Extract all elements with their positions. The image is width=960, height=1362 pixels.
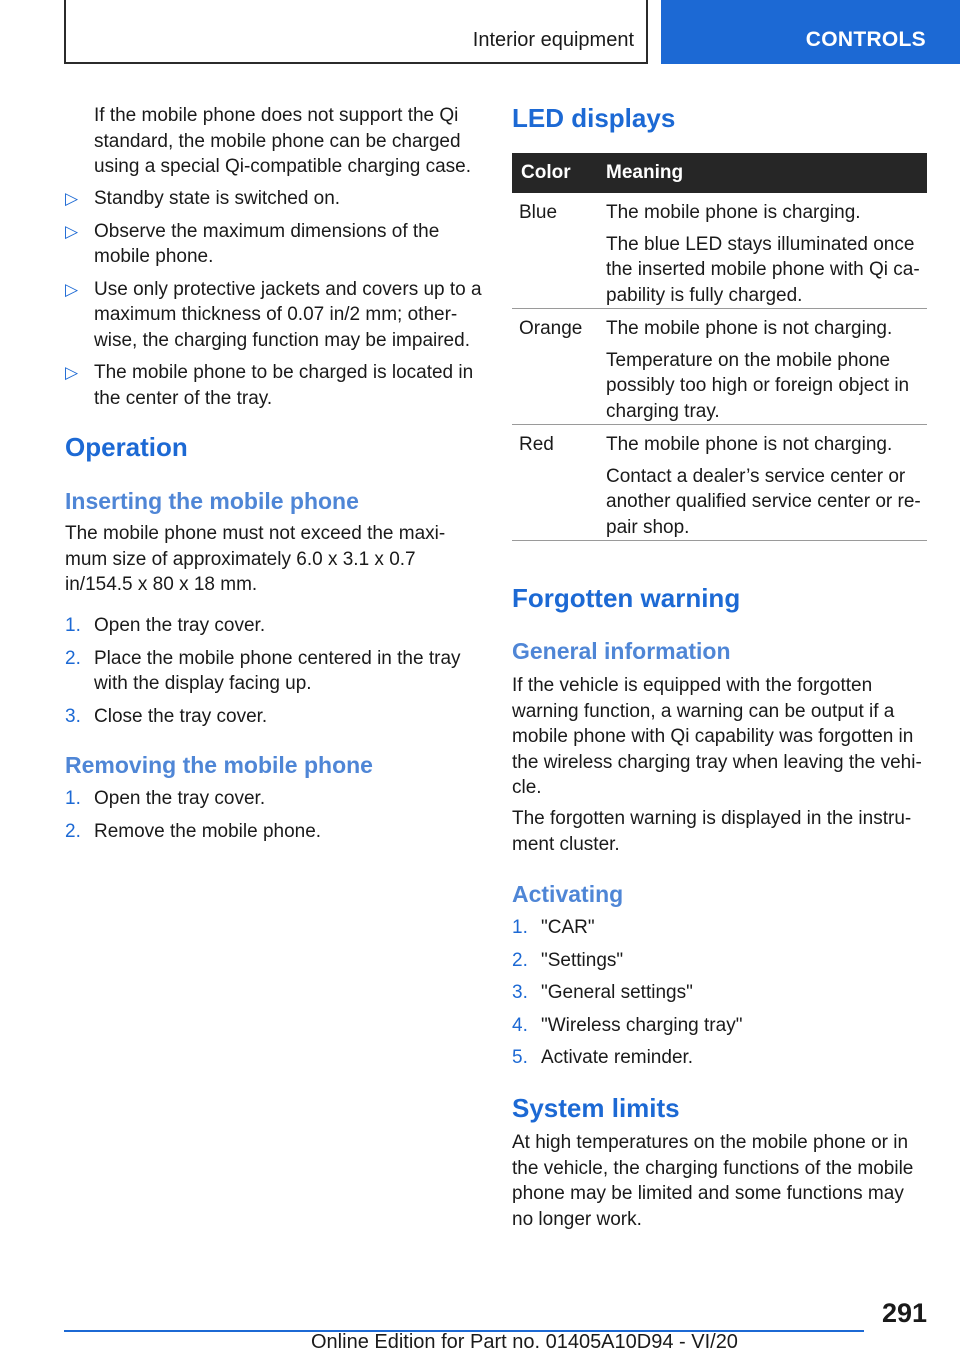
header-chapter-title: CONTROLS [805, 28, 926, 51]
step-number: 5. [512, 1047, 528, 1068]
intro-note-text: If the mobile phone does not support the Qi standard, the mobile phone can be charged using a special Qi-compatible charging case. [94, 105, 472, 177]
step-number: 3. [512, 982, 528, 1003]
step-number: 2. [512, 949, 528, 971]
step-number: 1. [65, 788, 81, 809]
page-number: 291 [881, 1298, 927, 1328]
step-text: Open the tray cover. [94, 788, 266, 809]
meaning-status: The mobile phone is not charging. [606, 318, 893, 339]
list-item-text: Standby state is switched on. [94, 188, 341, 209]
table-row [512, 425, 927, 541]
list-item-text: Use only protective jackets and covers up to a maximum thickness of 0.07 in/2 mm; otherwise, the charging function may be impaired. [94, 278, 482, 351]
list-item [65, 186, 483, 212]
requirements-list [65, 186, 483, 411]
general-information-heading: General information [512, 638, 731, 664]
list-item [65, 704, 483, 730]
inserting-text: The mobile phone must not exceed the maximum size of approximately 6.0 x 3.1 x 0.7 in/154.5 x 80 x 18 mm. [65, 523, 446, 595]
step-number: 3. [65, 705, 81, 727]
activating-heading: Activating [512, 881, 624, 907]
led-table [512, 153, 927, 541]
general-paragraph-1: If the vehicle is equipped with the forgotten warning function, a warning can be output if a mobile phone with Qi capability was forgotten in the wireless charging tray when leaving the vehicle. [512, 675, 922, 798]
list-item [65, 219, 483, 270]
step-number: 1. [65, 615, 81, 636]
meaning-cell [606, 309, 927, 425]
step-text: Remove the mobile phone. [94, 820, 322, 842]
triangle-bullet-icon: ▷ [65, 279, 79, 299]
step-text: Activate reminder. [541, 1047, 694, 1068]
header-section-title: Interior equipment [472, 29, 634, 51]
step-text: Place the mobile phone centered in the tray with the display facing up. [94, 647, 461, 694]
table-row [512, 193, 927, 309]
column-header-color: Color [512, 153, 606, 193]
removing-steps [65, 786, 483, 844]
step-text: Open the tray cover. [94, 615, 266, 636]
triangle-bullet-icon: ▷ [65, 221, 79, 241]
meaning-cell [606, 193, 927, 309]
step-text: "General settings" [541, 982, 693, 1003]
list-item-text: Observe the maximum dimensions of the mobile phone. [94, 220, 440, 267]
list-item [512, 1045, 928, 1071]
list-item [512, 948, 928, 974]
led-displays-heading: LED displays [512, 103, 676, 133]
list-item [65, 613, 483, 639]
step-number: 4. [512, 1014, 528, 1036]
meaning-detail: The blue LED stays illuminated once the inserted mobile phone with Qi capability is fully charged. [606, 233, 920, 306]
color-cell: Red [512, 425, 606, 541]
removing-heading: Removing the mobile phone [65, 752, 373, 778]
step-text: "CAR" [541, 917, 595, 938]
list-item-text: The mobile phone to be charged is located in the center of the tray. [94, 362, 474, 409]
meaning-status: The mobile phone is not charging. [606, 434, 893, 455]
forgotten-warning-heading: Forgotten warning [512, 583, 741, 613]
table-header-row [512, 153, 927, 193]
meaning-cell [606, 425, 927, 541]
activating-steps [512, 915, 928, 1071]
step-text: Close the tray cover. [94, 705, 268, 727]
table-row [512, 309, 927, 425]
inserting-heading: Inserting the mobile phone [65, 488, 359, 514]
list-item [65, 646, 483, 697]
system-limits-heading: System limits [512, 1093, 680, 1123]
meaning-status: The mobile phone is charging. [606, 202, 861, 223]
header-chapter-tab [661, 0, 960, 64]
footer-edition: Online Edition for Part no. 01405A10D94 - VI/20 [311, 1331, 738, 1353]
step-text: "Settings" [541, 949, 624, 971]
operation-heading: Operation [65, 432, 188, 462]
triangle-bullet-icon: ▷ [65, 363, 79, 382]
step-number: 2. [65, 820, 81, 842]
step-number: 1. [512, 917, 528, 938]
list-item [512, 915, 928, 941]
color-cell: Blue [512, 193, 606, 309]
meaning-detail: Contact a dealer’s service center or another qualified service center or repair shop. [606, 465, 921, 538]
general-paragraph-2: The forgotten warning is displayed in the instrument cluster. [512, 808, 912, 855]
step-text: "Wireless charging tray" [541, 1014, 743, 1036]
meaning-detail: Temperature on the mobile phone possibly too high or foreign object in charging tray. [606, 349, 910, 422]
list-item [65, 819, 483, 845]
list-item [65, 786, 483, 812]
list-item [65, 360, 483, 411]
column-header-meaning: Meaning [606, 153, 927, 193]
list-item [512, 980, 928, 1006]
header-section-tab [64, 0, 648, 64]
color-cell: Orange [512, 309, 606, 425]
step-number: 2. [65, 647, 81, 669]
intro-note [94, 103, 484, 180]
list-item [512, 1013, 928, 1039]
list-item [65, 277, 483, 354]
inserting-steps [65, 613, 483, 729]
system-limits-text: At high temperatures on the mobile phone or in the vehicle, the charging functions of the mobile phone may be limited and some functions may no longer work. [512, 1132, 914, 1230]
triangle-bullet-icon: ▷ [65, 189, 79, 208]
